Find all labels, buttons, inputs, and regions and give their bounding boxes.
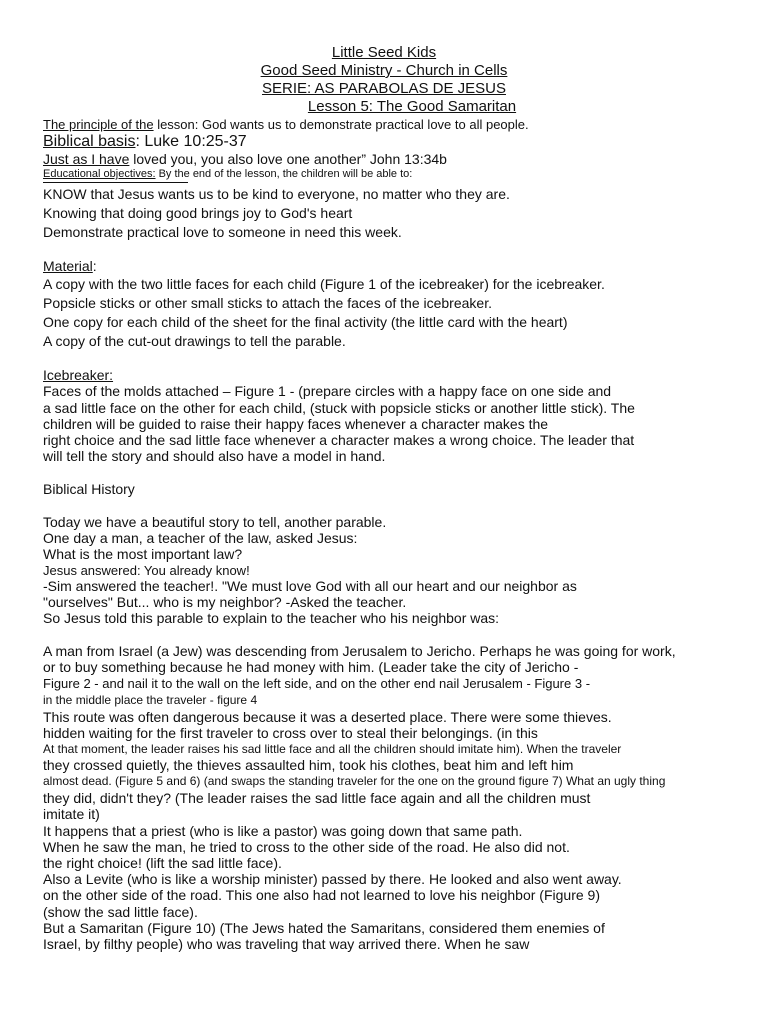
lesson-principle: The principle of the lesson: God wants us to demonstrate practical love to all people. (43, 117, 529, 132)
story-line: -Sim answered the teacher!. "We must love God with all our heart and our neighbor as (43, 578, 577, 594)
story-line: What is the most important law? (43, 546, 243, 562)
story-line: Figure 2 - and nail it to the wall on the left side, and on the other end nail Jerusalem - Figure 3 - (43, 676, 591, 691)
story-line: "ourselves" But... who is my neighbor? -Asked the teacher. (43, 594, 407, 610)
material-item: One copy for each child of the sheet for the final activity (the little card with the heart) (43, 314, 568, 330)
biblical-basis: Biblical basis: Luke 10:25-37 (43, 133, 247, 150)
story-line: At that moment, the leader raises his sad little face and all the children should imitate him). When the traveler (43, 742, 622, 756)
header-line-1: Little Seed Kids (331, 44, 437, 61)
objective-item: KNOW that Jesus wants us to be kind to everyone, no matter who they are. (43, 186, 510, 202)
story-line: Jesus answered: You already know! (43, 563, 250, 578)
story-line: hidden waiting for the first traveler to cross over to steal their belongings. (in this (43, 725, 538, 741)
objective-item: Demonstrate practical love to someone in need this week. (43, 224, 402, 240)
objective-item: Knowing that doing good brings joy to God's heart (43, 205, 353, 221)
story-line: But a Samaritan (Figure 10) (The Jews hated the Samaritans, considered them enemies of (43, 920, 605, 936)
objectives-underline (43, 182, 188, 183)
story-line: in the middle place the traveler - figure 4 (43, 693, 258, 707)
icebreaker-line: will tell the story and should also have a model in hand. (43, 448, 386, 464)
story-line: on the other side of the road. This one also had not learned to love his neighbor (Figure 9) (43, 887, 600, 903)
story-line: So Jesus told this parable to explain to the teacher who his neighbor was: (43, 610, 500, 626)
educational-objectives-label: Educational objectives: By the end of the lesson, the children will be able to: (43, 168, 413, 180)
icebreaker-heading: Icebreaker: (43, 367, 114, 383)
story-line: they crossed quietly, the thieves assaulted him, took his clothes, beat him and left him (43, 757, 574, 773)
material-item: Popsicle sticks or other small sticks to attach the faces of the icebreaker. (43, 295, 492, 311)
icebreaker-line: a sad little face on the other for each child, (stuck with popsicle sticks or another little stick). The (43, 400, 635, 416)
header-line-3: SERIE: AS PARABOLAS DE JESUS (262, 80, 506, 97)
story-line: or to buy something because he had money with him. (Leader take the city of Jericho - (43, 659, 579, 675)
icebreaker-line: right choice and the sad little face whenever a character makes a wrong choice. The leader that (43, 432, 635, 448)
material-item: A copy with the two little faces for each child (Figure 1 of the icebreaker) for the icebreaker. (43, 276, 605, 292)
story-line: they did, didn't they? (The leader raises the sad little face again and all the children must (43, 790, 591, 806)
story-line: Israel, by filthy people) who was traveling that way arrived there. When he saw (43, 936, 530, 952)
document-header (0, 44, 768, 115)
story-line: When he saw the man, he tried to cross to the other side of the road. He also did not. (43, 839, 570, 855)
story-line: A man from Israel (a Jew) was descending from Jerusalem to Jericho. Perhaps he was going for work, (43, 643, 676, 659)
story-line: imitate it) (43, 806, 100, 822)
story-line: the right choice! (lift the sad little face). (43, 855, 282, 871)
story-line: This route was often dangerous because it was a deserted place. There were some thieves. (43, 709, 612, 725)
icebreaker-line: children will be guided to raise their happy faces whenever a character makes the (43, 416, 549, 432)
biblical-history-heading: Biblical History (43, 481, 135, 497)
story-line: Today we have a beautiful story to tell, another parable. (43, 514, 387, 530)
material-item: A copy of the cut-out drawings to tell the parable. (43, 333, 346, 349)
story-line: (show the sad little face). (43, 904, 198, 920)
icebreaker-line: Faces of the molds attached – Figure 1 - (prepare circles with a happy face on one side and (43, 383, 612, 399)
memory-verse: Just as I have loved you, you also love one another” John 13:34b (43, 151, 447, 167)
header-line-2: Good Seed Ministry - Church in Cells (260, 62, 508, 79)
material-heading: Material: (43, 258, 97, 274)
story-line: almost dead. (Figure 5 and 6) (and swaps the standing traveler for the one on the ground figure 7) What an ugly thing (43, 774, 666, 788)
story-line: Also a Levite (who is like a worship minister) passed by there. He looked and also went away. (43, 871, 622, 887)
story-line: It happens that a priest (who is like a pastor) was going down that same path. (43, 823, 523, 839)
header-line-4: Lesson 5: The Good Samaritan (307, 98, 517, 115)
story-line: One day a man, a teacher of the law, asked Jesus: (43, 530, 358, 546)
